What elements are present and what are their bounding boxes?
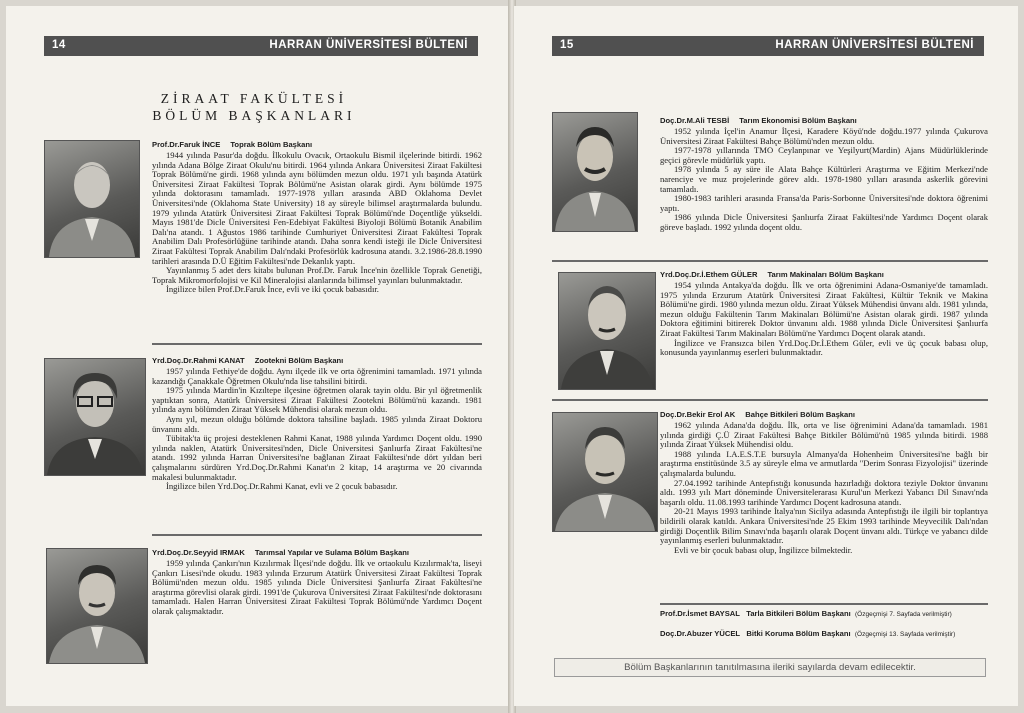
person-icon <box>47 549 147 663</box>
bio-paragraph: 1957 yılında Fethiye'de doğdu. Aynı ilçede ilk ve orta öğrenimini tamamladı. 1971 yılında kazandığı Çanakkale Öğretmen Okulu'nda lise tahsilini bitirdi. <box>152 366 482 386</box>
bio-paragraph: 1975 yılında Mardin'in Kızıltepe ilçesine öğretmen olarak tayin oldu. Bir yıl öğretmenlik yaptıktan sonra, Atatürk Üniversitesi Ziraat Fakültesi Zootekni Bölümü'nü kazandı. 1981 yılında aynı bölümden Ziraat Yüksek Mühendisi olarak mezun oldu. <box>152 385 482 415</box>
person-icon <box>559 273 655 389</box>
page-number: 15 <box>560 39 574 51</box>
bio-paragraph: İngilizce ve Fransızca bilen Yrd.Doç.Dr.İ.Ethem Güler, evli ve üç çocuk babası olup, konusunda yayınlanmış eserleri bulunmaktadır. <box>660 337 988 358</box>
bio-paragraph: 27.04.1992 tarihinde Antepfıstığı konusunda hazırladığı doktora teziyle Doktor ünvanını aldı. 1993 yılı Mart döneminde Üniversitelerarası Kurul'un Merkezi Yabancı Dil Sınavı'nda başarılı oldu. 11.08.1993 tarihinde Yardımcı Doçent kadrosuna atandı. <box>660 477 988 507</box>
bio-paragraph: 1978 yılında 5 ay süre ile Alata Bahçe Kültürleri Araştırma ve Eğitim Merkezi'nde narenciye ve muz projelerinde görev aldı. 1978-1980 yılları arasında askerlik görevini tamamladı. <box>660 164 988 194</box>
bio-paragraph: 20-21 Mayıs 1993 tarihinde İtalya'nın Sicilya adasında Antepfıstığı ile ilgili bir toplantıya bildirili olarak katıldı. Ankara Üniversitesi'nde 25 Ekim 1993 tarihinde Meyvecilik Dalı'ndan girdiği Doçentlik Bilim Sınavı'nda başarılı olarak Doçent ünvanı aldı. Türkçe ve yabancı dilde yayınlanmış eserleri bulunmaktadır. <box>660 506 988 546</box>
person-name: Doç.Dr.Abuzer YÜCEL <box>660 629 741 638</box>
deferred-item <box>660 628 990 640</box>
bio-paragraph: Aynı yıl, mezun olduğu bölümde doktora tahsiline başladı. 1985 yılında Ziraat Doktoru ünvanını aldı. <box>152 413 482 434</box>
page-14 <box>6 6 510 706</box>
person-name: Yrd.Doç.Dr.Seyyid IRMAK <box>152 548 245 557</box>
entry-header <box>152 548 482 558</box>
person-role: Tarım Ekonomisi Bölüm Başkanı <box>739 116 857 125</box>
divider <box>552 260 988 262</box>
bio-paragraph: 1952 yılında İçel'in Anamur İlçesi, Karadere Köyü'nde doğdu.1977 yılında Çukurova Üniversitesi Ziraat Fakültesi Bahçe Bölümü'nden mezun oldu. <box>660 126 988 146</box>
person-name: Prof.Dr.İsmet BAYSAL <box>660 609 740 618</box>
bio-paragraph: 1944 yılında Pasur'da doğdu. İlkokulu Ovacık, Ortaokulu Bismil ilçelerinde bitirdi. 1962 yılında Adana Bölge Ziraat Okulu'nu bitirdi. 1964 yılında Ankara Üniversitesi Ziraat Fakültesi Toprak Bölümü'ne girdi. 1968 yılında aynı bölümden mezun oldu. 1971 yılı başında Atatürk Üniversitesi Ziraat Fakültesi Toprak Bölümü'ne Asistan olarak girdi. Aynı bölümde 1975 yılında doktorasını tamamladı. 1977-1978 yılları arasında ABD Oklahoma Devlet Üniversitesi'nde (Oklahoma State University) 18 ay süreyle bilimsel araştırmalarda bulundu. 1979 yılında Atatürk Üniversitesi Ziraat Fakültesi Toprak Bölümü'nde Doçentliğe yükseldi. Mayıs 1981'de Dicle Üniversitesi Fen-Edebiyat Fakültesi Biyoloji Bölümü Botanik Anabilim Dalı'na atandı. 1 Ağustos 1986 tarihinde Cumhuriyet Üniversitesi Ziraat Fakültesi Toprak Anabilim Dalı Profesörlüğüne tarihinde atandı. Daha sonra kendi isteği ile Dicle Üniversitesi Ziraat Fakültesi Toprak Anabilim Dalı'ndaki Profesörlük kadrosuna atandı. 3.2.1986-28.8.1990 tarihleri arasında D.Ü Eğitim Fakültesi'nde Dekanlık yaptı. <box>152 150 482 266</box>
person-role: Tarımsal Yapılar ve Sulama Bölüm Başkanı <box>254 548 410 557</box>
bio-paragraph: 1977-1978 yıllarında TMO Ceylanpınar ve Yeşilyurt(Mardin) Ajans Müdürlüklerinde geçici görevle müdürlük yaptı. <box>660 145 988 165</box>
bio-paragraph: Tübitak'ta üç projesi desteklenen Rahmi Kanat, 1988 yılında Yardımcı Doçent oldu. 1990 yılında naklen, Atatürk Üniversitesi'nden, Dicle Üniversitesi Şanlıurfa Ziraat Fakültesi'ne atandı. 1992 yılında Harran Üniversitesi'ne bağlanan Ziraat Fakültesi'nde dört yıldan beri çalışmalarını sürdüren Yrd.Doç.Dr.Rahmi Kanat'ın 2 kitap, 14 araştırma ve 20 civarında makalesi bulunmaktadır. <box>152 433 482 482</box>
portrait-photo <box>44 358 146 476</box>
entry-header <box>660 410 988 420</box>
portrait-photo <box>558 272 656 390</box>
bio-paragraph: İngilizce bilen Yrd.Doç.Dr.Rahmi Kanat, evli ve 2 çocuk babasıdır. <box>166 481 398 492</box>
person-role: Zootekni Bölüm Başkanı <box>254 356 344 365</box>
bio-paragraph: 1962 yılında Adana'da doğdu. İlk, orta ve lise öğrenimini Adana'da tamamladı. 1981 yılında girdiği Ç.Ü Ziraat Fakültesi Bahçe Bitkiler Bölümü'nü 1985 yılında bitirdi. 1988 yılında Ziraat Yüksek Mühendisi oldu. <box>660 420 988 450</box>
bio-paragraph: 1980-1983 tarihleri arasında Fransa'da Paris-Sorbonne Üniversitesi'nde doktora öğrenimi yaptı. <box>660 193 988 213</box>
entry-header <box>660 116 988 126</box>
entry-header <box>152 140 482 150</box>
bio-paragraph: İngilizce bilen Prof.Dr.Faruk İnce, evli ve iki çocuk babasıdır. <box>166 284 379 295</box>
portrait-photo <box>44 140 140 258</box>
entry-header <box>152 356 482 366</box>
divider <box>152 534 482 536</box>
page-header <box>44 36 478 56</box>
entry-faruk-ince <box>152 140 482 295</box>
person-role: Tarım Makinaları Bölüm Başkanı <box>767 270 884 279</box>
bio-paragraph: 1954 yılında Antakya'da doğdu. İlk ve orta öğrenimini Adana-Osmaniye'de tamamladı. 1975 yılında Erzurum Atatürk Üniversitesi Ziraat Fakültesi, Kültür Teknik ve Makina Bölümü'ne girdi. 1980 yılında mezun oldu. Ziraat Yüksek Mühendisi ünvanı aldı. 1981 yılında, mezun olduğu Fakültenin Tarım Makinaları Bölümü'ne Asistan olarak girdi. 1987 yılında Doktora eğitimini bitirerek Doktor ünvanını aldı. 1988 yılında Dicle Üniversitesi Şanlıurfa Ziraat Fakültesi Tarım Makinaları Bölümü'ne Yardımcı Doçent olarak atandı. <box>660 280 988 338</box>
page-reference-note: (Özgeçmişi 13. Sayfada verilmiştir) <box>854 631 956 638</box>
person-name: Yrd.Doç.Dr.İ.Ethem GÜLER <box>660 270 758 279</box>
divider <box>152 343 482 345</box>
entry-ethem-guler <box>660 270 988 358</box>
header-title: HARRAN ÜNİVERSİTESİ BÜLTENİ <box>775 39 974 51</box>
person-icon <box>553 413 657 531</box>
divider <box>660 603 988 605</box>
divider <box>552 399 988 401</box>
bio-paragraph: 1986 yılında Dicle Üniversitesi Şanlıurfa Ziraat Fakültesi'nde Yardımcı Doçent olarak göreve başladı. 1992 yılında doçent oldu. <box>660 212 988 232</box>
bio-paragraph: 1959 yılında Çankırı'nın Kızılırmak İlçesi'nde doğdu. İlk ve ortaokulu Kızılırmak'ta, liseyi Çankırı Lisesi'nde okudu. 1983 yılında Erzurum Atatürk Üniversitesi Ziraat Fakültesi Toprak Bölümü'nden mezun oldu. 1985 yılında Dicle Üniversitesi Şanlıurfa Ziraat Fakültesi'ne araştırma görevlisi olarak girdi. 1991'de Çukurova Üniversitesi Ziraat Fakültesi'nde doktorasını tamamladı. Halen Harran Üniversitesi Ziraat Fakültesi Toprak Bölümü'nde Yardımcı Doçent olarak çalışmaktadır. <box>152 558 482 616</box>
person-name: Doç.Dr.Bekir Erol AK <box>660 410 736 419</box>
page-reference-note: (Özgeçmişi 7. Sayfada verilmiştir) <box>855 611 952 618</box>
section-title-line1: ZİRAAT FAKÜLTESİ <box>160 91 348 106</box>
person-role: Toprak Bölüm Başkanı <box>230 140 313 149</box>
portrait-photo <box>46 548 148 664</box>
page-number: 14 <box>52 39 66 51</box>
person-role: Bitki Koruma Bölüm Başkanı <box>746 629 851 638</box>
page-header <box>552 36 984 56</box>
entry-seyyid-irmak <box>152 548 482 617</box>
header-title: HARRAN ÜNİVERSİTESİ BÜLTENİ <box>269 39 468 51</box>
bio-paragraph: Yayınlanmış 5 adet ders kitabı bulunan Prof.Dr. Faruk İnce'nin özellikle Toprak Genetiği, Toprak Mikromorfolojisi ve Kil Mineralojisi alanlarında bilimsel yayınları bulunmaktadır. <box>152 265 482 285</box>
page-15 <box>514 6 1018 706</box>
person-name: Yrd.Doç.Dr.Rahmi KANAT <box>152 356 245 365</box>
continuation-note: Bölüm Başkanlarının tanıtılmasına ileriki sayılarda devam edilecektir. <box>554 658 986 677</box>
person-role: Tarla Bitkileri Bölüm Başkanı <box>746 609 851 618</box>
entry-ali-tesbi <box>660 116 988 233</box>
person-icon <box>553 113 637 231</box>
person-role: Bahçe Bitkileri Bölüm Başkanı <box>745 410 855 419</box>
deferred-item <box>660 608 990 620</box>
person-icon <box>45 359 145 475</box>
portrait-photo <box>552 412 658 532</box>
person-name: Prof.Dr.Faruk İNCE <box>152 140 221 149</box>
entry-rahmi-kanat <box>152 356 482 492</box>
section-title-line2: BÖLÜM BAŞKANLARI <box>152 108 356 123</box>
section-title <box>104 90 404 124</box>
person-name: Doç.Dr.M.Ali TESBİ <box>660 116 730 125</box>
bio-paragraph: Evli ve bir çocuk babası olup, İngilizce bilmektedir. <box>674 544 853 555</box>
entry-header <box>660 270 988 280</box>
person-icon <box>45 141 139 257</box>
bio-paragraph: 1988 yılında I.A.E.S.T.E bursuyla Almanya'da Hohenheim Üniversitesi'ne bağlı bir araştırma enstitüsünde 3.5 ay süreyle elma ve armutlarda "Derim Sonrası Fizyolojisi" üzerinde çalışmalarda bulundu. <box>660 448 988 478</box>
portrait-photo <box>552 112 638 232</box>
deferred-list <box>660 608 990 640</box>
entry-bekir-erol-ak <box>660 410 988 555</box>
